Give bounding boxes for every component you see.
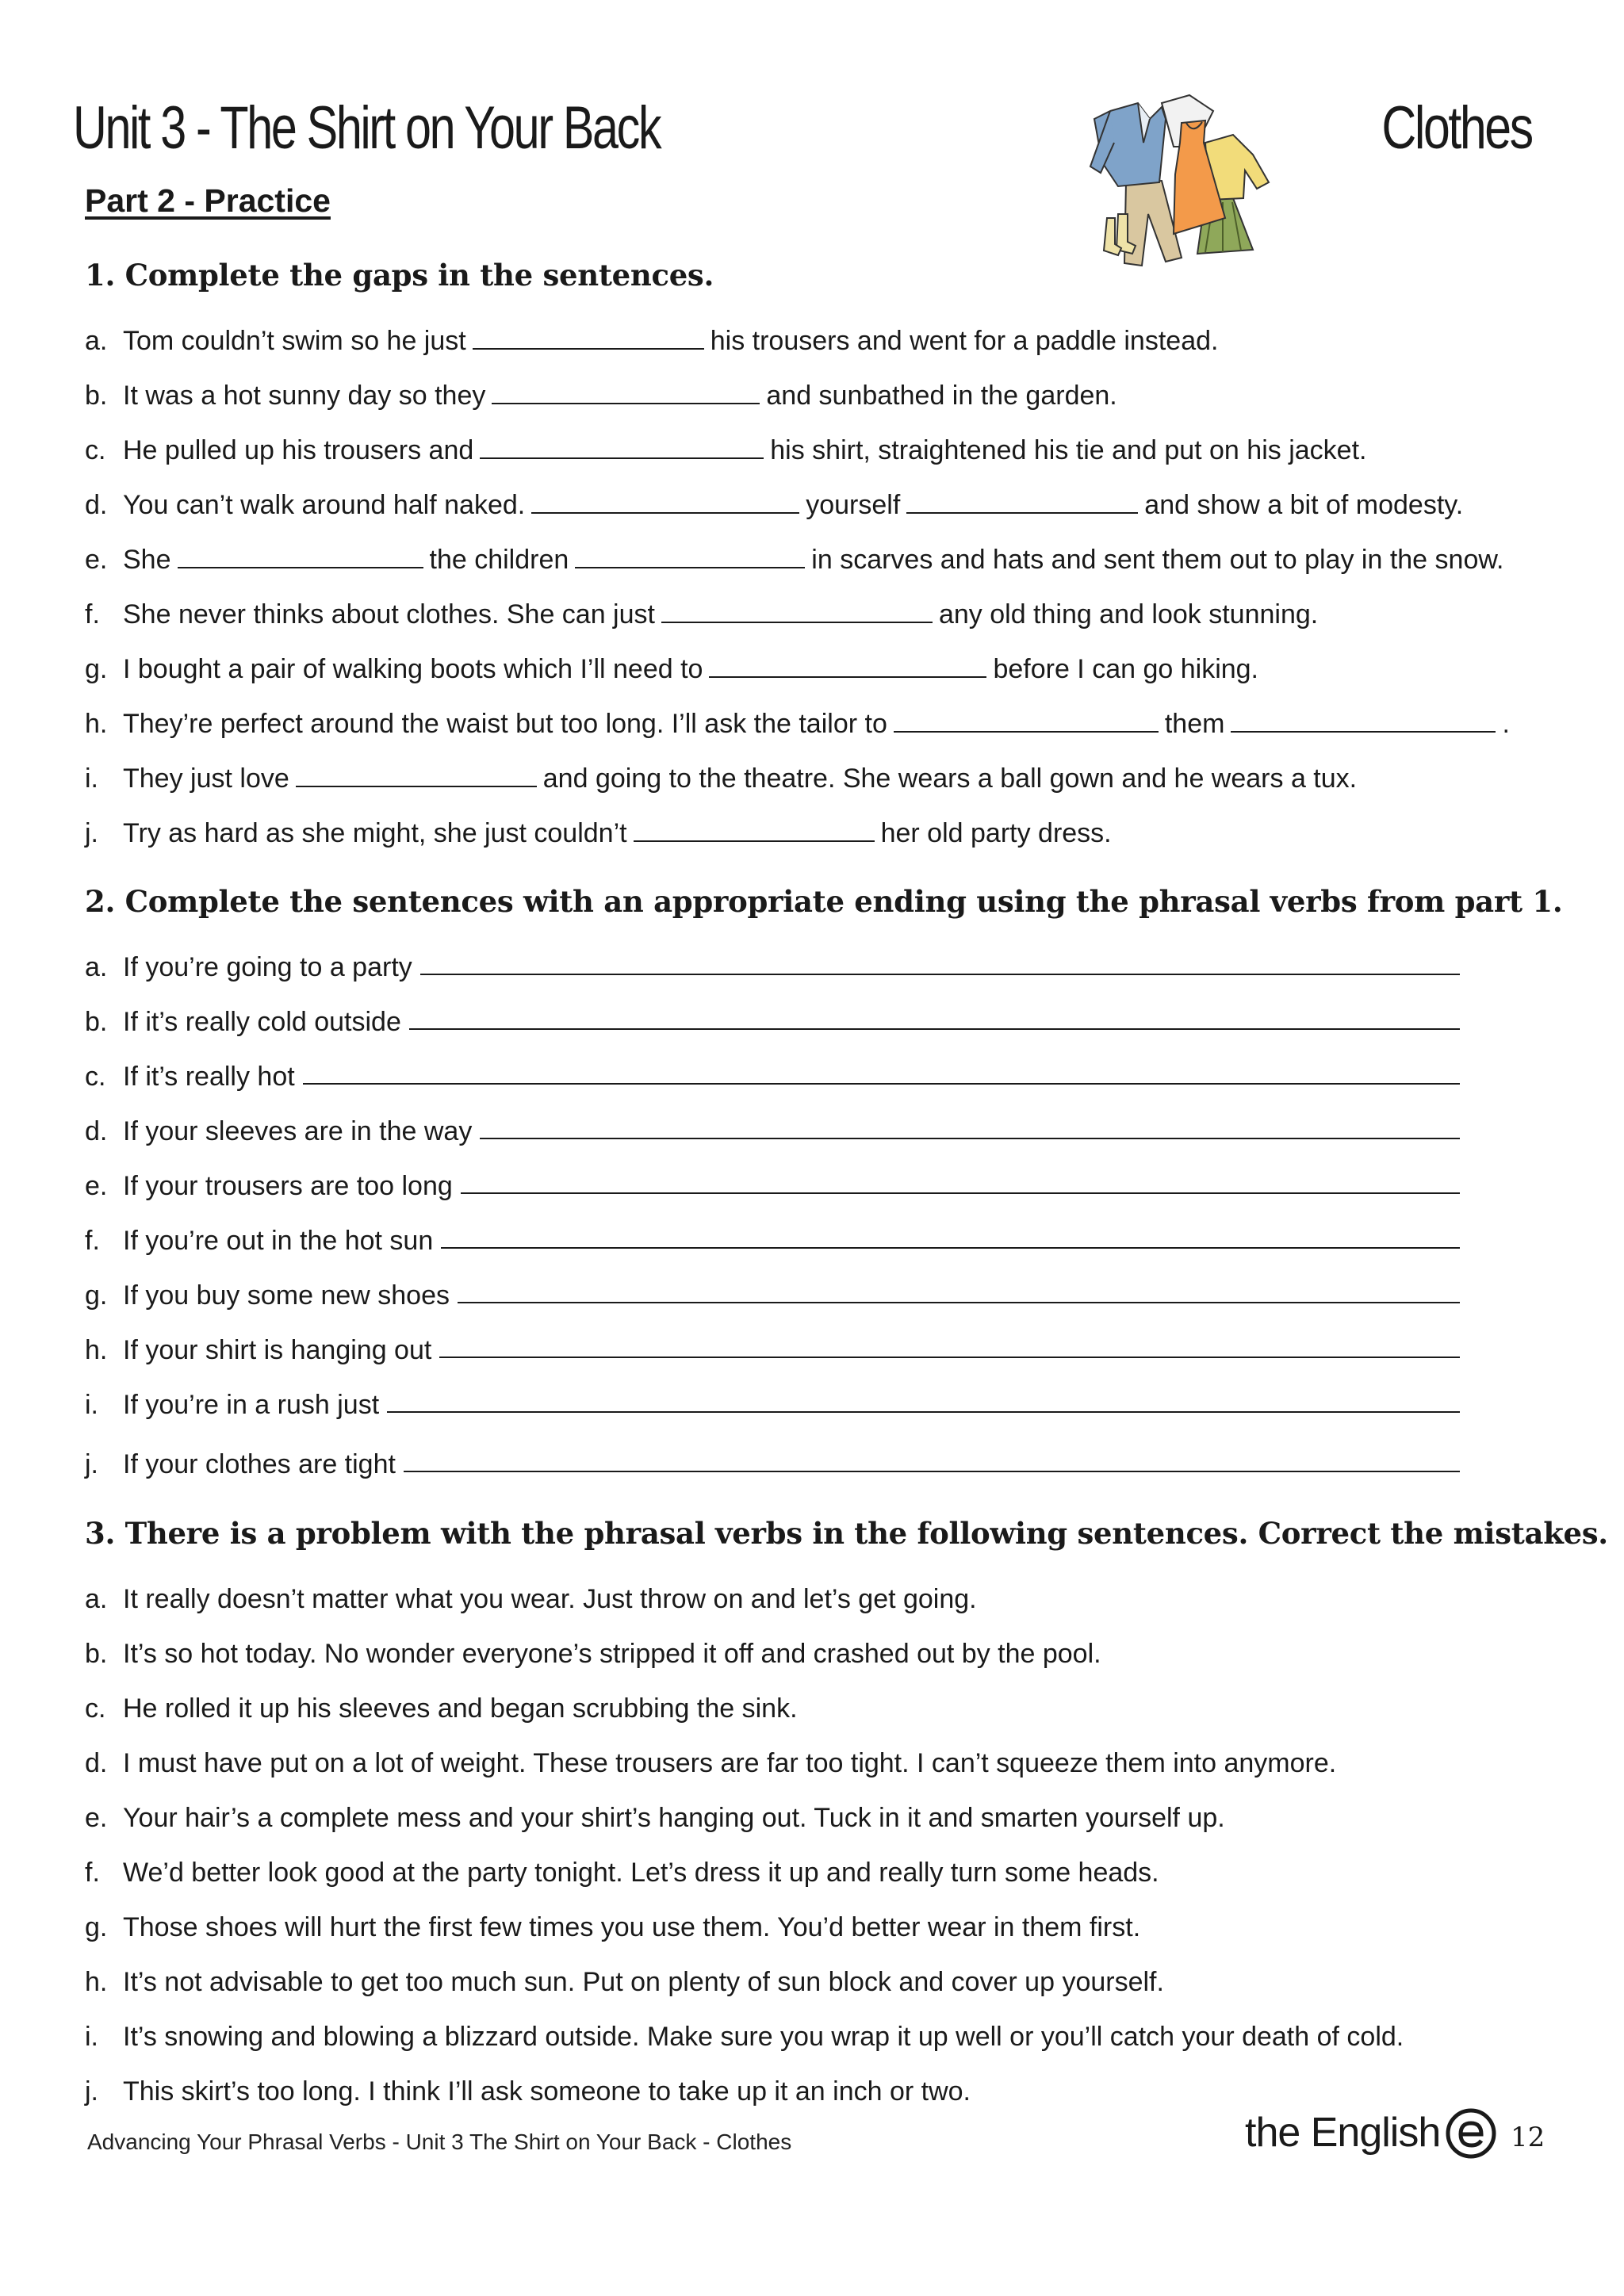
- item-text: Your hair’s a complete mess and your shirt’s hanging out. Tuck in it and smarten yourself up.: [123, 1803, 1225, 1833]
- section-1-item: [85, 817, 1112, 849]
- answer-gap[interactable]: [1231, 709, 1496, 733]
- item-letter: a.: [85, 952, 108, 982]
- item-letter: c.: [85, 1693, 106, 1724]
- item-letter: h.: [85, 1335, 108, 1365]
- section-2-item: [85, 1389, 1460, 1421]
- clothes-clip-art-icon: [1086, 87, 1277, 270]
- item-text: If it’s really hot: [123, 1062, 295, 1092]
- section-3-item: [85, 1911, 1140, 1943]
- item-letter: d.: [85, 490, 108, 520]
- item-text: his shirt, straightened his tie and put on his jacket.: [770, 435, 1367, 465]
- section-2-heading: 2. Complete the sentences with an appropriate ending using the phrasal verbs from part 1.: [85, 884, 1563, 919]
- item-text: If your shirt is hanging out: [123, 1335, 432, 1365]
- item-text: If your clothes are tight: [123, 1449, 396, 1479]
- answer-line[interactable]: [409, 1006, 1460, 1030]
- item-text: She never thinks about clothes. She can just: [123, 599, 655, 629]
- item-text: Tom couldn’t swim so he just: [123, 326, 466, 356]
- item-letter: h.: [85, 709, 108, 739]
- item-letter: j.: [85, 2076, 98, 2107]
- answer-gap[interactable]: [296, 763, 537, 787]
- item-text: She: [123, 545, 171, 575]
- section-3-item: [85, 2021, 1404, 2053]
- item-letter: g.: [85, 1280, 108, 1311]
- section-3-heading: 3. There is a problem with the phrasal verbs in the following sentences. Correct the mistakes.: [85, 1516, 1608, 1551]
- item-letter: i.: [85, 2022, 98, 2052]
- section-1-item: [85, 489, 1463, 521]
- item-text: It really doesn’t matter what you wear. Just throw on and let’s get going.: [123, 1584, 977, 1614]
- part-title: Part 2 - Practice: [85, 182, 331, 219]
- item-text: the children: [429, 545, 569, 575]
- answer-gap[interactable]: [473, 326, 704, 350]
- item-text: yourself: [806, 490, 901, 520]
- footer-text: Advancing Your Phrasal Verbs - Unit 3 The Shirt on Your Back - Clothes: [87, 2130, 792, 2154]
- section-1-item: [85, 380, 1117, 411]
- item-letter: b.: [85, 1007, 108, 1037]
- section-3-item: [85, 1693, 798, 1724]
- item-text: It’s snowing and blowing a blizzard outside. Make sure you wrap it up well or you’ll catch your death of cold.: [123, 2022, 1404, 2052]
- section-1-item: [85, 325, 1218, 357]
- item-text: If you’re out in the hot sun: [123, 1226, 434, 1256]
- item-text: Those shoes will hurt the first few times you use them. You’d better wear in them first.: [123, 1912, 1141, 1942]
- item-letter: j.: [85, 818, 98, 848]
- section-3-item: [85, 1966, 1164, 1998]
- section-3-item: [85, 2076, 971, 2107]
- answer-gap[interactable]: [709, 654, 986, 678]
- item-text: If you buy some new shoes: [123, 1280, 450, 1311]
- item-text: It was a hot sunny day so they: [123, 381, 486, 411]
- answer-gap[interactable]: [531, 490, 799, 514]
- item-text: Try as hard as she might, she just couldn’t: [123, 818, 627, 848]
- answer-line[interactable]: [404, 1448, 1460, 1472]
- item-text: This skirt’s too long. I think I’ll ask someone to take up it an inch or two.: [123, 2076, 971, 2107]
- item-letter: a.: [85, 326, 108, 356]
- item-text: He pulled up his trousers and: [123, 435, 474, 465]
- item-letter: b.: [85, 381, 108, 411]
- item-text: and sunbathed in the garden.: [766, 381, 1117, 411]
- brand-name: the English: [1245, 2110, 1441, 2156]
- item-letter: e.: [85, 1171, 108, 1201]
- item-text: They’re perfect around the waist but too long. I’ll ask the tailor to: [123, 709, 887, 739]
- item-letter: d.: [85, 1748, 108, 1778]
- item-text: He rolled it up his sleeves and began scrubbing the sink.: [123, 1693, 798, 1724]
- section-1-item: [85, 544, 1503, 576]
- section-2-item: [85, 1448, 1460, 1480]
- item-text: If it’s really cold outside: [123, 1007, 401, 1037]
- topic-title: Clothes: [1381, 94, 1532, 162]
- item-text: If your sleeves are in the way: [123, 1116, 473, 1146]
- item-text: before I can go hiking.: [993, 654, 1259, 684]
- item-letter: i.: [85, 1390, 98, 1420]
- item-letter: i.: [85, 763, 98, 794]
- item-letter: j.: [85, 1449, 98, 1479]
- item-letter: e.: [85, 545, 108, 575]
- item-letter: c.: [85, 1062, 106, 1092]
- item-text: any old thing and look stunning.: [938, 599, 1319, 629]
- section-3-item: [85, 1857, 1159, 1888]
- section-2-item: [85, 1280, 1460, 1311]
- section-1-item: [85, 599, 1318, 630]
- section-1-item: [85, 653, 1258, 685]
- section-2-item: [85, 1006, 1460, 1038]
- item-text: .: [1502, 709, 1510, 739]
- answer-gap[interactable]: [661, 599, 933, 623]
- section-3-item: [85, 1747, 1336, 1779]
- section-3-item: [85, 1802, 1225, 1834]
- item-text: It’s so hot today. No wonder everyone’s stripped it off and crashed out by the pool.: [123, 1639, 1101, 1669]
- answer-gap[interactable]: [906, 490, 1138, 514]
- section-1-item: [85, 708, 1510, 740]
- answer-line[interactable]: [461, 1170, 1460, 1194]
- answer-gap[interactable]: [492, 381, 760, 404]
- answer-gap[interactable]: [634, 818, 875, 842]
- item-letter: b.: [85, 1639, 108, 1669]
- section-3-item: [85, 1638, 1101, 1670]
- item-text: They just love: [123, 763, 289, 794]
- section-2-item: [85, 1170, 1460, 1202]
- item-text: in scarves and hats and sent them out to play in the snow.: [811, 545, 1504, 575]
- section-2-item: [85, 1334, 1460, 1366]
- answer-line[interactable]: [441, 1225, 1460, 1249]
- e-logo-icon: [1445, 2107, 1497, 2160]
- item-text: her old party dress.: [880, 818, 1112, 848]
- section-2-item: [85, 1225, 1460, 1257]
- section-2-item: [85, 1061, 1460, 1093]
- item-letter: f.: [85, 1858, 100, 1888]
- section-1-item: [85, 763, 1357, 794]
- item-text: I bought a pair of walking boots which I’ll need to: [123, 654, 703, 684]
- item-text: We’d better look good at the party tonight. Let’s dress it up and really turn some heads.: [123, 1858, 1159, 1888]
- section-1-heading: 1. Complete the gaps in the sentences.: [85, 258, 714, 293]
- item-text: If you’re in a rush just: [123, 1390, 380, 1420]
- answer-line[interactable]: [458, 1280, 1460, 1303]
- item-letter: e.: [85, 1803, 108, 1833]
- item-text: and show a bit of modesty.: [1144, 490, 1464, 520]
- answer-gap[interactable]: [178, 545, 423, 568]
- item-text: I must have put on a lot of weight. These trousers are far too tight. I can’t squeeze them into anymore.: [123, 1748, 1337, 1778]
- item-text: It’s not advisable to get too much sun. Put on plenty of sun block and cover up yourself.: [123, 1967, 1164, 1997]
- item-letter: f.: [85, 599, 100, 629]
- page-number: 12: [1511, 2122, 1545, 2153]
- item-letter: g.: [85, 1912, 108, 1942]
- answer-line[interactable]: [420, 951, 1460, 975]
- item-text: his trousers and went for a paddle instead.: [710, 326, 1219, 356]
- item-letter: c.: [85, 435, 106, 465]
- item-letter: g.: [85, 654, 108, 684]
- unit-title: Unit 3 - The Shirt on Your Back: [73, 94, 661, 162]
- section-1-item: [85, 434, 1366, 466]
- item-text: If your trousers are too long: [123, 1171, 453, 1201]
- section-2-item: [85, 1115, 1460, 1147]
- section-3-item: [85, 1583, 977, 1615]
- answer-gap[interactable]: [575, 545, 805, 568]
- item-text: and going to the theatre. She wears a ball gown and he wears a tux.: [542, 763, 1358, 794]
- item-text: If you’re going to a party: [123, 952, 412, 982]
- item-letter: a.: [85, 1584, 108, 1614]
- item-letter: f.: [85, 1226, 100, 1256]
- answer-line[interactable]: [303, 1061, 1460, 1085]
- answer-gap[interactable]: [894, 709, 1159, 733]
- item-letter: h.: [85, 1967, 108, 1997]
- item-letter: d.: [85, 1116, 108, 1146]
- item-text: them: [1164, 709, 1225, 739]
- answer-line[interactable]: [480, 1115, 1460, 1139]
- answer-line[interactable]: [439, 1334, 1460, 1358]
- answer-line[interactable]: [387, 1389, 1460, 1413]
- section-2-item: [85, 951, 1460, 983]
- item-text: You can’t walk around half naked.: [123, 490, 526, 520]
- answer-gap[interactable]: [480, 435, 764, 459]
